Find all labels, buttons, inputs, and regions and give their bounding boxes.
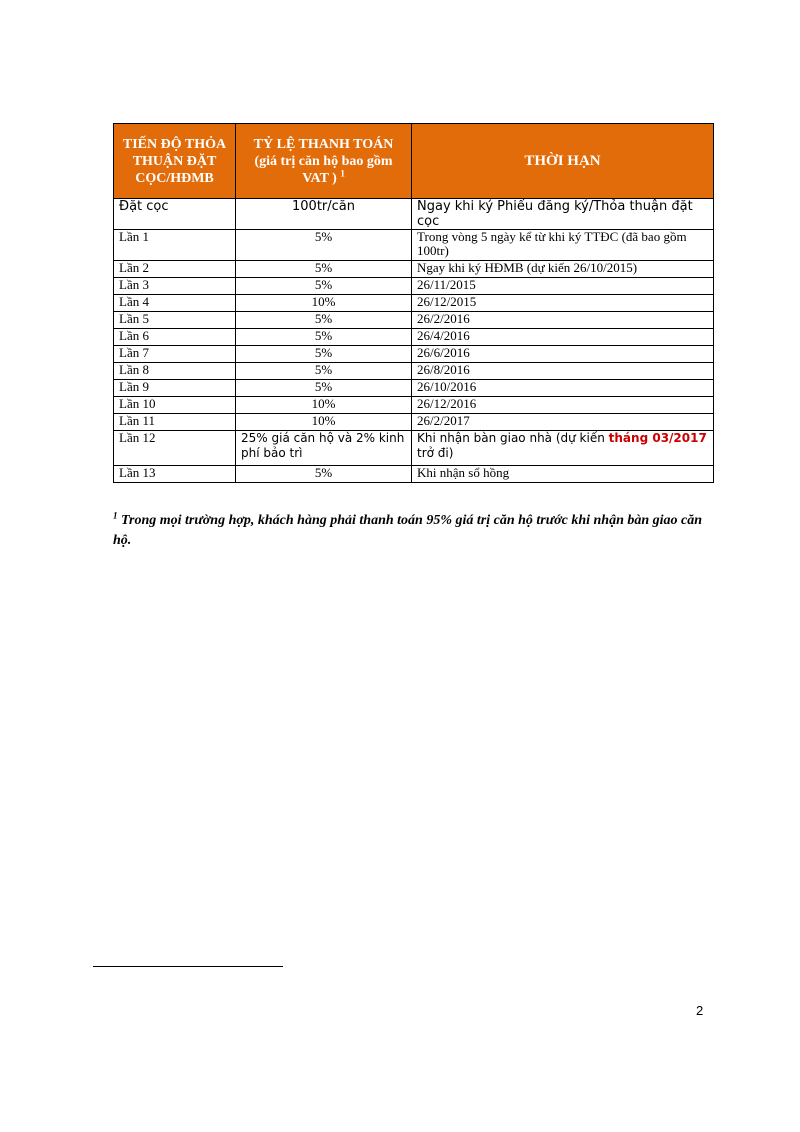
table-row (114, 261, 714, 278)
cell-deadline: Ngay khi ký Phiếu đăng ký/Thỏa thuận đặt cọc (412, 199, 714, 230)
cell-deadline: Ngay khi ký HĐMB (dự kiến 26/10/2015) (412, 261, 714, 278)
footnote (113, 511, 713, 551)
cell-deadline: 26/4/2016 (412, 329, 714, 346)
cell-stage: Lần 11 (114, 414, 236, 431)
table-row (114, 295, 714, 312)
table-row (114, 466, 714, 483)
table-row (114, 380, 714, 397)
header-payment-rate-text: TỶ LỆ THANH TOÁN (giá trị căn hộ bao gồm VAT ) (253, 136, 394, 186)
cell-rate: 5% (236, 346, 412, 363)
cell-rate: 10% (236, 397, 412, 414)
cell-stage: Lần 2 (114, 261, 236, 278)
table-row (114, 346, 714, 363)
footnote-separator (93, 966, 283, 967)
cell-rate: 5% (236, 363, 412, 380)
cell-stage: Lần 6 (114, 329, 236, 346)
cell-stage: Lần 5 (114, 312, 236, 329)
cell-stage: Lần 10 (114, 397, 236, 414)
deadline-text-suffix: trở đi) (417, 446, 454, 460)
footnote-mark: 1 (113, 510, 118, 521)
cell-rate: 25% giá căn hộ và 2% kinh phí bảo trì (236, 431, 412, 466)
table-row (114, 199, 714, 230)
cell-stage: Đặt cọc (114, 199, 236, 230)
cell-rate: 5% (236, 230, 412, 261)
cell-stage: Lần 9 (114, 380, 236, 397)
table-header-row (114, 124, 714, 199)
deadline-text-prefix: Khi nhận bàn giao nhà (dự kiến (417, 431, 609, 445)
table-row (114, 329, 714, 346)
cell-rate: 100tr/căn (236, 199, 412, 230)
cell-rate: 10% (236, 295, 412, 312)
cell-stage: Lần 13 (114, 466, 236, 483)
cell-stage: Lần 1 (114, 230, 236, 261)
cell-stage: Lần 4 (114, 295, 236, 312)
cell-rate: 10% (236, 414, 412, 431)
cell-stage: Lần 7 (114, 346, 236, 363)
cell-deadline: 26/8/2016 (412, 363, 714, 380)
cell-deadline: 26/2/2017 (412, 414, 714, 431)
cell-rate: 5% (236, 261, 412, 278)
header-payment-rate (236, 124, 412, 199)
header-footnote-mark: 1 (340, 167, 345, 178)
cell-deadline: 26/11/2015 (412, 278, 714, 295)
cell-deadline: 26/12/2016 (412, 397, 714, 414)
table-row (114, 312, 714, 329)
table-row (114, 431, 714, 466)
header-progress: TIẾN ĐỘ THỎA THUẬN ĐẶT CỌC/HĐMB (114, 124, 236, 199)
cell-deadline: 26/10/2016 (412, 380, 714, 397)
header-deadline: THỜI HẠN (412, 124, 714, 199)
payment-schedule-table (113, 123, 714, 483)
table-row (114, 278, 714, 295)
cell-rate: 5% (236, 466, 412, 483)
cell-stage: Lần 8 (114, 363, 236, 380)
cell-stage: Lần 12 (114, 431, 236, 466)
page-number: 2 (696, 1003, 704, 1018)
table-row (114, 363, 714, 380)
cell-stage: Lần 3 (114, 278, 236, 295)
table-row (114, 414, 714, 431)
cell-deadline: Trong vòng 5 ngày kể từ khi ký TTĐC (đã bao gồm 100tr) (412, 230, 714, 261)
cell-deadline: 26/6/2016 (412, 346, 714, 363)
table-row (114, 230, 714, 261)
cell-deadline: 26/12/2015 (412, 295, 714, 312)
cell-rate: 5% (236, 278, 412, 295)
footnote-text: Trong mọi trường hợp, khách hàng phải thanh toán 95% giá trị căn hộ trước khi nhận bàn giao căn hộ. (113, 513, 703, 548)
cell-deadline: Khi nhận sổ hồng (412, 466, 714, 483)
cell-deadline: 26/2/2016 (412, 312, 714, 329)
deadline-highlight: tháng 03/2017 (608, 431, 707, 445)
cell-rate: 5% (236, 312, 412, 329)
cell-rate: 5% (236, 380, 412, 397)
cell-deadline (412, 431, 714, 466)
table-row (114, 397, 714, 414)
cell-rate: 5% (236, 329, 412, 346)
